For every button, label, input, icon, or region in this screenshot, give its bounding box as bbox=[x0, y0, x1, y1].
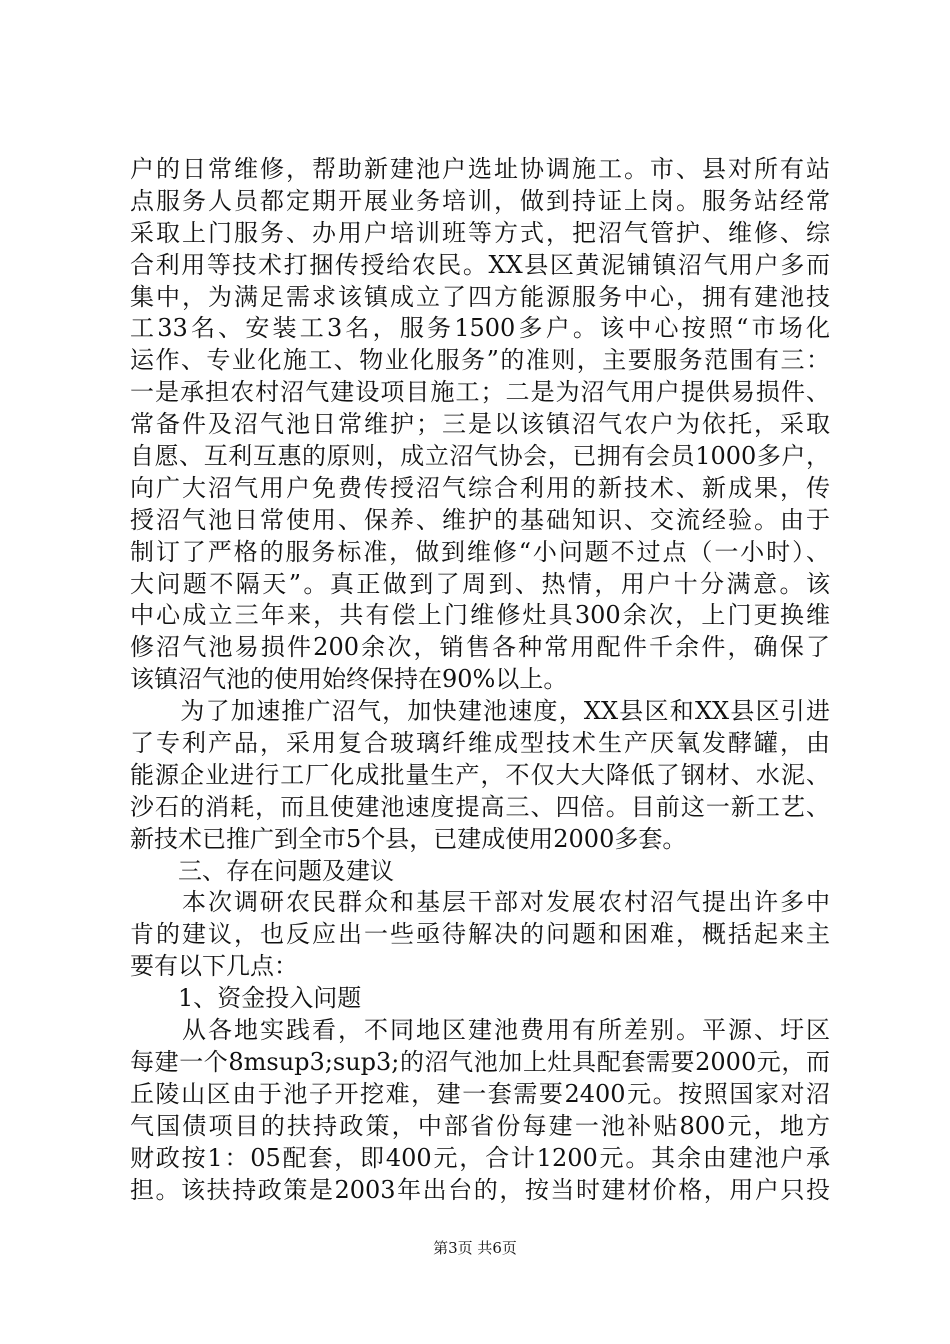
text-line: 本次调研农民群众和基层干部对发展农村沼气提出许多中 bbox=[130, 888, 830, 917]
text-line: 授沼气池日常使用、保养、维护的基础知识、交流经验。由于 bbox=[130, 505, 830, 534]
text-line: 采取上门服务、办用户培训班等方式，把沼气管护、维修、综 bbox=[130, 218, 830, 247]
text-line: 向广大沼气用户免费传授沼气综合利用的新技术、新成果，传 bbox=[130, 473, 830, 502]
text-line: 沙石的消耗，而且使建池速度提高三、四倍。目前这一新工艺、 bbox=[130, 792, 830, 821]
text-line: 一是承担农村沼气建设项目施工；二是为沼气用户提供易损件、 bbox=[130, 378, 830, 407]
section-heading: 三、存在问题及建议 bbox=[130, 856, 394, 885]
text-line: 制订了严格的服务标准，做到维修“小问题不过点（一小时）、 bbox=[130, 537, 830, 566]
text-line: 该镇沼气池的使用始终保持在90%以上。 bbox=[130, 665, 568, 694]
text-line: 修沼气池易损件200余次，销售各种常用配件千余件，确保了 bbox=[130, 633, 830, 662]
text-line: 能源企业进行工厂化成批量生产，不仅大大降低了钢材、水泥、 bbox=[130, 760, 830, 789]
subsection-heading: 1、资金投入问题 bbox=[130, 984, 362, 1013]
text-line: 新技术已推广到全市5个县，已建成使用2000多套。 bbox=[130, 824, 687, 853]
text-line: 为了加速推广沼气，加快建池速度，XX县区和XX县区引进 bbox=[130, 697, 830, 726]
text-line: 集中，为满足需求该镇成立了四方能源服务中心，拥有建池技 bbox=[130, 282, 830, 311]
text-line: 每建一个8msup3;sup3;的沼气池加上灶具配套需要2000元，而 bbox=[130, 1047, 830, 1076]
page-number-label: 第3页 共6页 bbox=[433, 1239, 517, 1257]
text-line: 点服务人员都定期开展业务培训，做到持证上岗。服务站经常 bbox=[130, 186, 830, 215]
text-line: 气国债项目的扶持政策，中部省份每建一池补贴800元，地方 bbox=[130, 1111, 830, 1140]
text-line: 要有以下几点： bbox=[130, 952, 298, 981]
text-line: 户的日常维修，帮助新建池户选址协调施工。市、县对所有站 bbox=[130, 155, 830, 183]
text-line: 担。该扶持政策是2003年出台的，按当时建材价格，用户只投 bbox=[130, 1175, 830, 1204]
text-line: 了专利产品，采用复合玻璃纤维成型技术生产厌氧发酵罐，由 bbox=[130, 729, 830, 758]
text-line: 运作、专业化施工、物业化服务”的准则，主要服务范围有三： bbox=[130, 346, 830, 375]
document-body bbox=[130, 154, 830, 1206]
text-line: 从各地实践看，不同地区建池费用有所差别。平源、圩区 bbox=[130, 1016, 830, 1045]
text-line: 自愿、互利互惠的原则，成立沼气协会，已拥有会员1000多户， bbox=[130, 442, 830, 471]
text-line: 肯的建议，也反应出一些亟待解决的问题和困难，概括起来主 bbox=[130, 920, 830, 949]
text-line: 合利用等技术打捆传授给农民。XX县区黄泥铺镇沼气用户多而 bbox=[130, 250, 830, 279]
text-line: 丘陵山区由于池子开挖难，建一套需要2400元。按照国家对沼 bbox=[130, 1079, 830, 1108]
text-line: 常备件及沼气池日常维护；三是以该镇沼气农户为依托，采取 bbox=[130, 410, 830, 439]
page-footer bbox=[0, 1238, 950, 1258]
text-line: 中心成立三年来，共有偿上门维修灶具300余次，上门更换维 bbox=[130, 601, 830, 630]
text-line: 财政按1：05配套，即400元，合计1200元。其余由建池户承 bbox=[130, 1143, 830, 1172]
text-line: 大问题不隔天”。真正做到了周到、热情，用户十分满意。该 bbox=[130, 569, 830, 598]
text-line: 工33名、安装工3名，服务1500多户。该中心按照“市场化 bbox=[130, 314, 830, 343]
